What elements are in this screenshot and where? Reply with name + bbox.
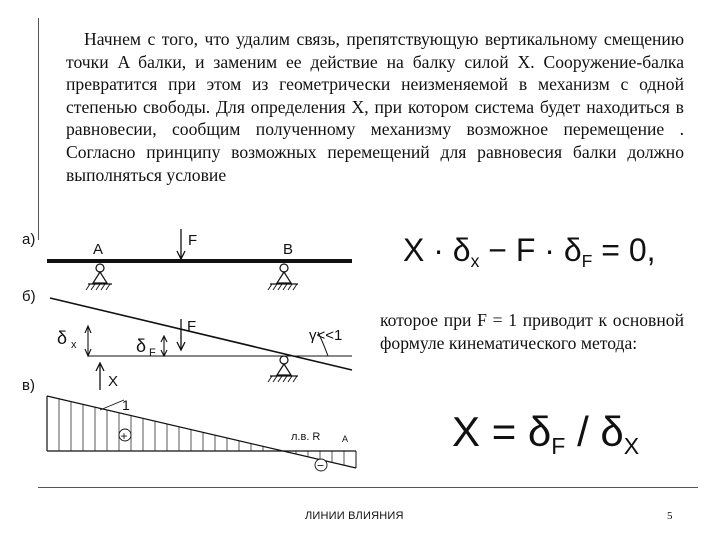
- panel-v-influence-line: [47, 396, 356, 473]
- eq2-delta-x: δ: [600, 408, 624, 455]
- minus-sign: −: [317, 458, 325, 473]
- eq1-sub-f: F: [581, 251, 593, 272]
- force-f-label-b: F: [187, 318, 197, 335]
- side-text: которое при F = 1 приводит к основной формуле кинематического метода:: [380, 310, 684, 353]
- panel-b-mechanism: [50, 298, 352, 390]
- eq1-sub-x: x: [470, 251, 480, 272]
- equilibrium-equation: [403, 232, 656, 272]
- label-b: б): [22, 288, 36, 305]
- support-b-displaced: [268, 356, 298, 382]
- gamma-label: γ<<1: [309, 327, 343, 344]
- page-number: 5: [667, 510, 673, 522]
- delta-f-sub: F: [149, 347, 156, 359]
- beam-a: [47, 259, 352, 263]
- eq1-minus: −: [488, 232, 507, 268]
- eq1-equals-zero: = 0,: [601, 232, 656, 268]
- eq2-sub-x: X: [623, 433, 640, 460]
- plus-sign: +: [120, 429, 128, 443]
- delta-f-symbol: δ: [136, 336, 147, 356]
- eq2-slash: /: [577, 408, 589, 455]
- delta-x-sub: x: [71, 339, 77, 351]
- support-a: [86, 264, 112, 290]
- eq2-x: X: [452, 408, 481, 455]
- label-v: в): [22, 377, 35, 394]
- eq1-dot-1: ·: [433, 232, 444, 268]
- eq1-delta-1: δ: [452, 232, 471, 268]
- displaced-beam: [50, 298, 352, 370]
- eq2-equals: =: [491, 408, 517, 455]
- influence-label-sub: A: [342, 434, 349, 444]
- force-x-label: X: [108, 373, 119, 390]
- point-a-label: A: [93, 241, 104, 258]
- label-a: а): [22, 231, 36, 248]
- eq1-x: X: [403, 232, 425, 268]
- eq2-sub-f: F: [551, 433, 566, 460]
- panel-a-beam: [47, 229, 352, 290]
- support-b: [268, 264, 298, 290]
- kinematic-formula: [452, 408, 639, 460]
- intro-paragraph: Начнем с того, что удалим связь, препятствующую вертикальному смещению точки A балки, и заменим ее действие на балку силой X. Сооружение-балка превратится при этом из геометрически неизменяемой в механизм с одной степенью свободы. Для определения X, при котором система будет находиться в равновесии, сообщим полученному механизму возможное перемещение . Согласно принципу возможных перемещений для равновесия балки должно выполняться условие: [66, 29, 684, 185]
- eq1-dot-2: ·: [544, 232, 555, 268]
- eq1-f: F: [515, 232, 536, 268]
- influence-label: л.в. R: [291, 431, 321, 443]
- point-b-label: B: [283, 241, 294, 258]
- eq2-delta-f: δ: [527, 408, 552, 455]
- footer-title: ЛИНИИ ВЛИЯНИЯ: [305, 510, 404, 522]
- force-f-label-a: F: [188, 232, 198, 249]
- eq1-delta-2: δ: [563, 232, 582, 268]
- unit-label: 1: [122, 397, 130, 413]
- delta-x-symbol: δ: [57, 328, 68, 348]
